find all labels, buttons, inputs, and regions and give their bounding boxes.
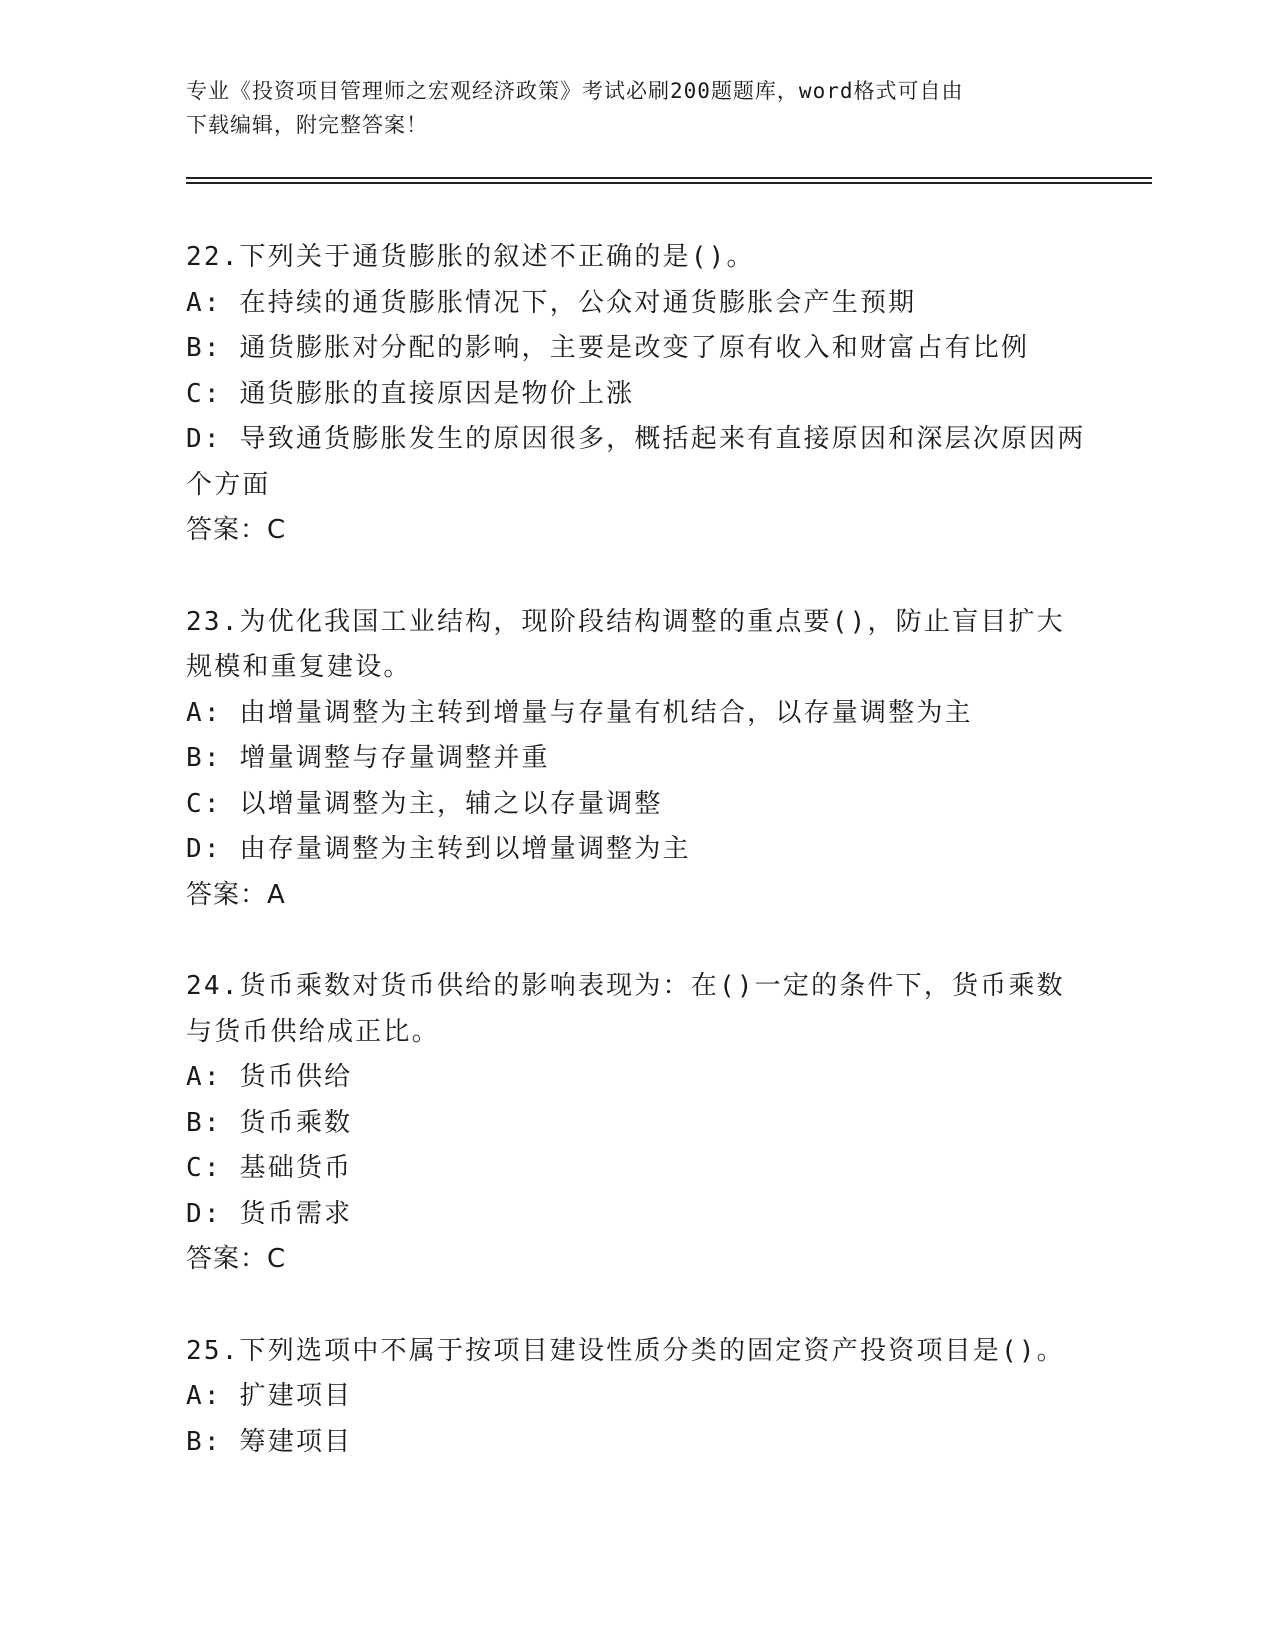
question-stem: 24.货币乘数对货币供给的影响表现为：在()一定的条件下，货币乘数与货币供给成正比。 xyxy=(186,971,1065,1047)
option-d: D: 货币需求 xyxy=(186,1198,353,1229)
question-24 xyxy=(186,964,1086,1283)
question-stem: 22.下列关于通货膨胀的叙述不正确的是()。 xyxy=(186,242,755,272)
question-22 xyxy=(186,235,1086,554)
header-title-line-1: 专业《投资项目管理师之宏观经济政策》考试必刷200题题库，word格式可自由 xyxy=(186,79,964,103)
header-rule-top xyxy=(186,177,1152,179)
option-a: A: 货币供给 xyxy=(186,1062,353,1092)
question-25 xyxy=(186,1329,1086,1466)
header-title-line-2: 下载编辑，附完整答案！ xyxy=(186,113,428,137)
document-header xyxy=(186,74,1066,142)
option-c: C: 基础货币 xyxy=(186,1153,353,1183)
option-b: B: 筹建项目 xyxy=(186,1426,353,1457)
option-b: B: 货币乘数 xyxy=(186,1107,353,1138)
answer-label: 答案：A xyxy=(186,879,286,910)
question-stem: 25.下列选项中不属于按项目建设性质分类的固定资产投资项目是()。 xyxy=(186,1335,1065,1366)
option-d: D: 由存量调整为主转到以增量调整为主 xyxy=(186,834,691,864)
option-b: B: 增量调整与存量调整并重 xyxy=(186,743,550,773)
answer-label: 答案：C xyxy=(186,1244,287,1274)
answer-label: 答案：C xyxy=(186,515,287,545)
option-c: C: 通货膨胀的直接原因是物价上涨 xyxy=(186,378,635,409)
option-b: B: 通货膨胀对分配的影响，主要是改变了原有收入和财富占有比例 xyxy=(186,333,1030,363)
question-23 xyxy=(186,600,1086,919)
option-a: A: 扩建项目 xyxy=(186,1381,353,1411)
option-a: A: 在持续的通货膨胀情况下，公众对通货膨胀会产生预期 xyxy=(186,287,917,318)
question-list xyxy=(186,235,1086,1511)
option-a: A: 由增量调整为主转到增量与存量有机结合，以存量调整为主 xyxy=(186,697,973,728)
option-c: C: 以增量调整为主，辅之以存量调整 xyxy=(186,788,663,819)
option-d: D: 导致通货膨胀发生的原因很多，概括起来有直接原因和深层次原因两个方面 xyxy=(186,424,1086,500)
header-rule-bottom xyxy=(186,182,1152,184)
question-stem: 23.为优化我国工业结构，现阶段结构调整的重点要()，防止盲目扩大规模和重复建设。 xyxy=(186,606,1065,682)
